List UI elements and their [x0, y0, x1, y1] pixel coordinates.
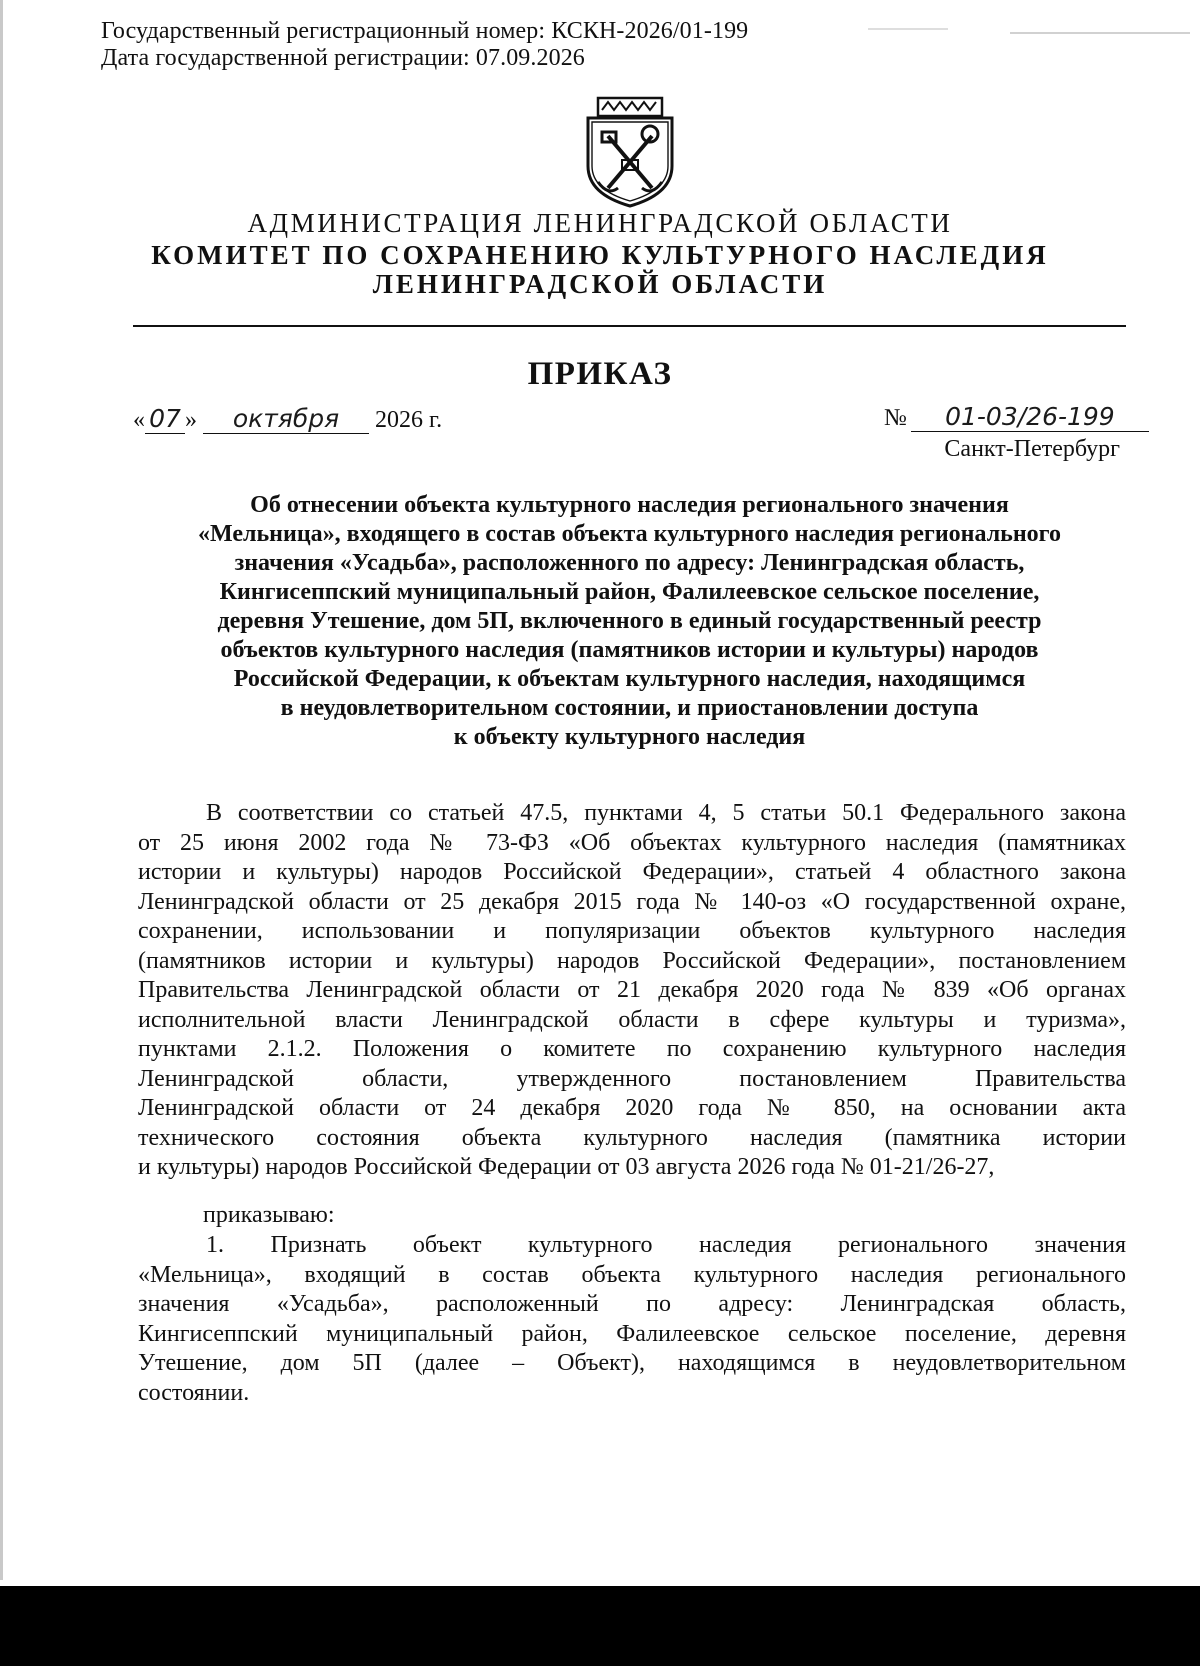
subject-line: «Мельница», входящего в состав объекта культурного наследия регионального: [198, 521, 1061, 547]
date-day: 07: [145, 404, 185, 434]
paragraph-line: значения «Усадьба», расположенный по адресу: Ленинградская область,: [138, 1291, 1126, 1317]
scan-bottom-bar: [0, 1586, 1200, 1666]
paragraph-line: состоянии.: [138, 1379, 250, 1406]
header-rule: [133, 325, 1126, 327]
scan-streak: [1010, 32, 1190, 34]
date-year: 2026 г.: [375, 407, 443, 433]
paragraph-line: от 25 июня 2002 года № 73-ФЗ «Об объектах культурного наследия (памятниках: [138, 829, 1126, 856]
paragraph-line: Ленинградской области, утвержденного постановлением Правительства: [138, 1065, 1126, 1092]
registration-date: Дата государственной регистрации: 07.09.2026: [101, 45, 585, 71]
subject-line: Кингисеппский муниципальный район, Фалилеевское сельское поселение,: [219, 579, 1040, 605]
subject-line: объектов культурного наследия (памятников истории и культуры) народов: [220, 637, 1039, 663]
issue-city: Санкт-Петербург: [944, 436, 1120, 462]
paragraph-line: Ленинградской области от 25 декабря 2015 года № 140-оз «О государственной охране,: [138, 888, 1126, 915]
subject-line: Российской Федерации, к объектам культурного наследия, находящимся: [233, 666, 1026, 692]
subject-line: Об отнесении объекта культурного наследия регионального значения: [250, 492, 1009, 518]
document-title: ПРИКАЗ: [527, 356, 673, 392]
committee-name: КОМИТЕТ ПО СОХРАНЕНИЮ КУЛЬТУРНОГО НАСЛЕДИЯ: [151, 240, 1049, 270]
coat-of-arms-icon: [584, 96, 676, 208]
date-open-quote: «: [133, 407, 145, 433]
order-subject: [133, 491, 1126, 752]
registration-number: Государственный регистрационный номер: КСКН-2026/01-199: [101, 18, 749, 44]
scan-streak: [868, 28, 948, 30]
paragraph-line: В соответствии со статьей 47.5, пунктами 4, 5 статьи 50.1 Федерального закона: [206, 800, 1126, 826]
paragraph-line: Правительства Ленинградской области от 21 декабря 2020 года № 839 «Об органах: [138, 977, 1126, 1003]
administration-name: АДМИНИСТРАЦИЯ ЛЕНИНГРАДСКОЙ ОБЛАСТИ: [247, 208, 953, 238]
order-item-1: [138, 1231, 1126, 1408]
subject-line: к объекту культурного наследия: [453, 724, 806, 750]
paragraph-line: исполнительной власти Ленинградской области в сфере культуры и туризма»,: [138, 1006, 1126, 1033]
paragraph-line: истории и культуры) народов Российской Федерации», статьей 4 областного закона: [138, 859, 1126, 885]
subject-line: значения «Усадьба», расположенного по адресу: Ленинградская область,: [234, 550, 1025, 576]
date-month: октября: [203, 404, 369, 434]
number-sign: №: [884, 405, 907, 431]
registration-block: [101, 18, 748, 72]
legal-basis-paragraph: [138, 799, 1126, 1183]
paragraph-line: Утешение, дом 5П (далее – Объект), находящимся в неудовлетворительном: [138, 1350, 1126, 1376]
paragraph-line: Кингисеппский муниципальный район, Фалилеевское сельское поселение, деревня: [138, 1320, 1126, 1347]
paragraph-line: 1. Признать объект культурного наследия регионального значения: [206, 1232, 1126, 1258]
paragraph-line: Ленинградской области от 24 декабря 2020 года № 850, на основании акта: [138, 1095, 1126, 1121]
paragraph-line: и культуры) народов Российской Федерации от 03 августа 2026 года № 01-21/26-27,: [138, 1154, 995, 1180]
paragraph-line: сохранении, использовании и популяризации объектов культурного наследия: [138, 918, 1126, 944]
order-number: [884, 402, 1149, 432]
number-value: 01-03/26-199: [911, 402, 1149, 432]
subject-line: деревня Утешение, дом 5П, включенного в единый государственный реестр: [217, 608, 1042, 634]
committee-region: ЛЕНИНГРАДСКОЙ ОБЛАСТИ: [372, 269, 828, 299]
paragraph-line: (памятников истории и культуры) народов Российской Федерации», постановлением: [138, 947, 1126, 974]
paragraph-line: «Мельница», входящий в состав объекта культурного наследия регионального: [138, 1261, 1126, 1288]
paragraph-line: технического состояния объекта культурного наследия (памятника истории: [138, 1124, 1126, 1151]
subject-line: в неудовлетворительном состоянии, и приостановлении доступа: [280, 695, 979, 721]
paragraph-line: пунктами 2.1.2. Положения о комитете по сохранению культурного наследия: [138, 1036, 1126, 1062]
decree-word: приказываю:: [203, 1202, 335, 1228]
date-close-quote: »: [185, 407, 197, 433]
order-date: [133, 404, 442, 434]
